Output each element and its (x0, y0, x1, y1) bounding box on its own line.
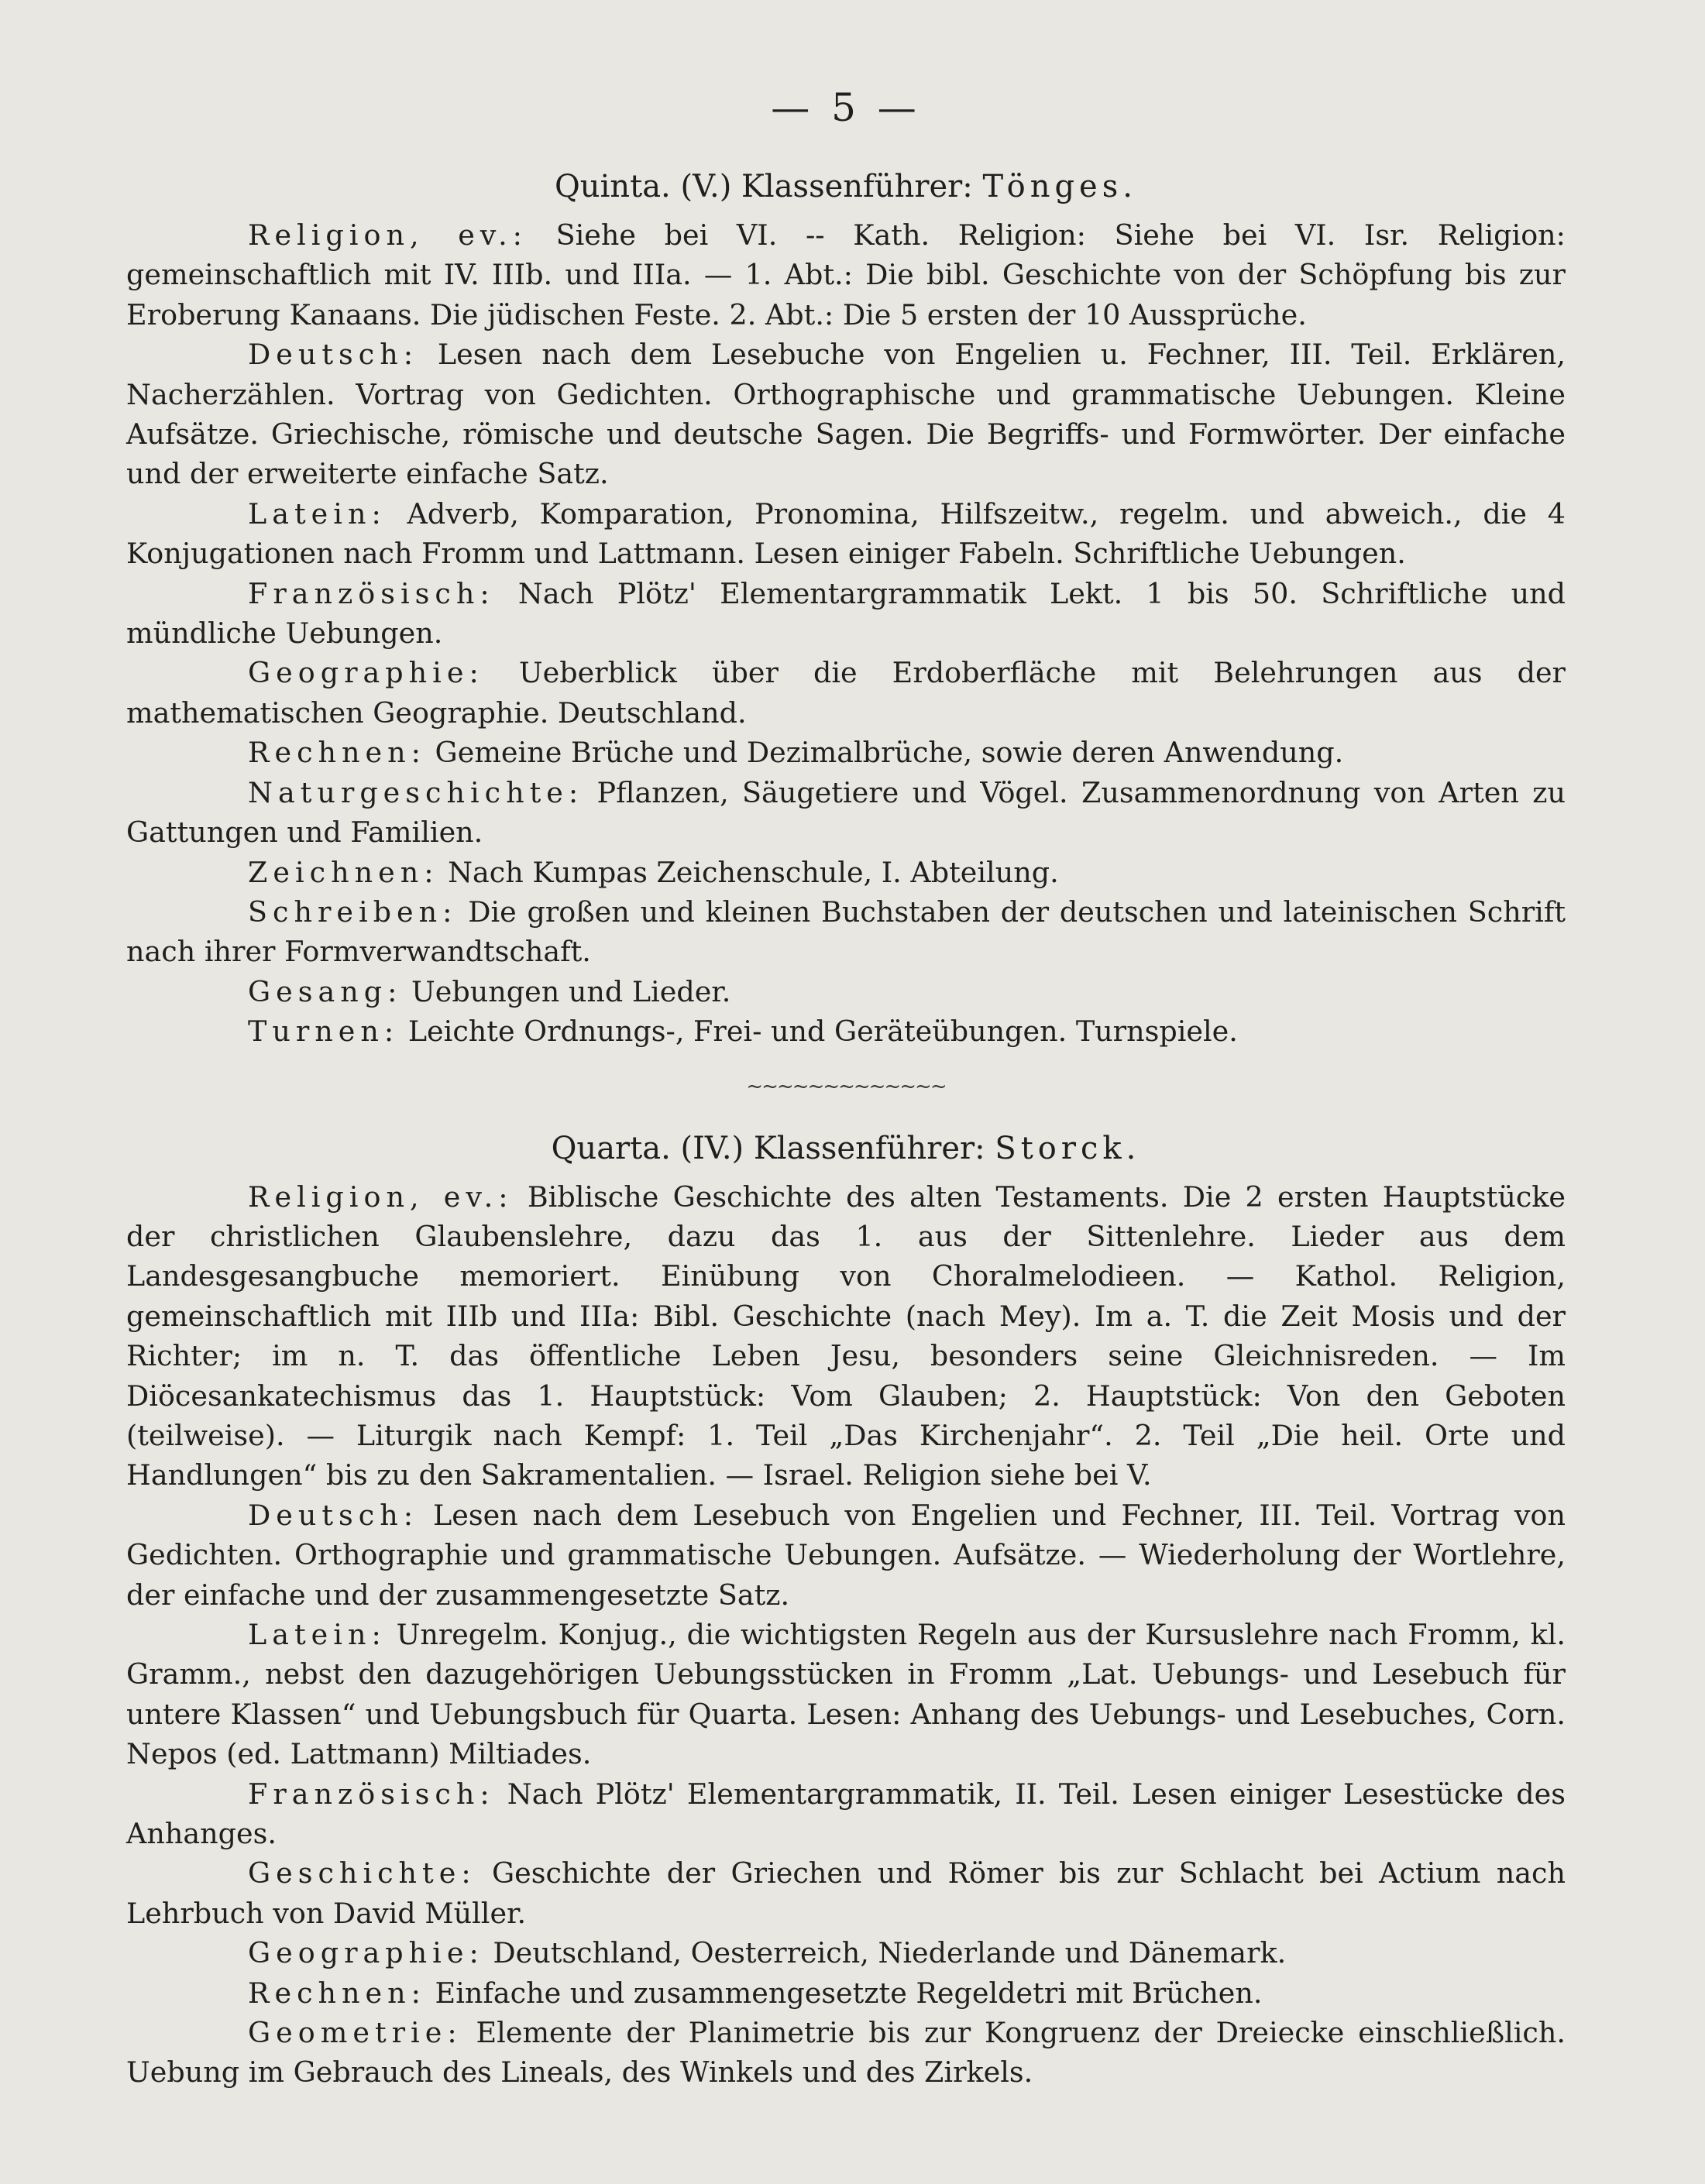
quarta-latein-paragraph (126, 1615, 1566, 1774)
section-title-text: Quarta. (IV.) Klassenführer: (551, 1130, 985, 1166)
section-quarta (126, 1131, 1566, 2093)
subject-content: Biblische Geschichte des alten Testaments. Die 2 ersten Hauptstücke der christlichen Glaubenslehre, dazu das 1. aus der Sittenlehre. Lieder aus dem Landesgesangbuche memoriert. Einübung von Choralmelodieen. — Kathol. Religion, gemeinschaftlich mit IIIb und IIIa: Bibl. Geschichte (nach Mey). Im a. T. die Zeit Mosis und der Richter; im n. T. das öffentliche Leben Jesu, besonders seine Gleichnisreden. — Im Diöcesankatechismus das 1. Hauptstück: Vom Glauben; 2. Hauptstück: Von den Geboten (teilweise). — Liturgik nach Kempf: 1. Teil „Das Kirchenjahr“. 2. Teil „Die heil. Orte und Handlungen“ bis zu den Sakramentalien. — Israel. Religion siehe bei V. (126, 1180, 1566, 1492)
quinta-naturgeschichte-paragraph (126, 773, 1566, 853)
subject-label: Gesang: (248, 974, 403, 1008)
subject-label: Geographie: (248, 1936, 484, 1970)
class-teacher-name: Tönges. (982, 169, 1137, 204)
subject-content: Uebungen und Lieder. (402, 974, 731, 1008)
quarta-rechnen-paragraph (126, 1973, 1566, 2013)
quinta-zeichnen-paragraph (126, 853, 1566, 892)
subject-content: Lesen nach dem Lesebuche von Engelien u. Fechner, III. Teil. Erklären, Nacherzählen. Vortrag von Gedichten. Orthographische und grammatische Uebungen. Kleine Aufsätze. Griechische, römische und deutsche Sagen. Die Begriffs- und Formwörter. Der einfache und der erweiterte einfache Satz. (126, 338, 1566, 491)
subject-content: Leichte Ordnungs-, Frei- und Geräteübungen. Turnspiele. (399, 1015, 1238, 1049)
subject-label: Rechnen: (248, 1976, 426, 2010)
subject-label: Französisch: (248, 576, 495, 610)
subject-label: Religion, ev.: (248, 218, 528, 252)
subject-label: Rechnen: (248, 736, 426, 770)
subject-label: Französisch: (248, 1777, 495, 1811)
subject-content: Die großen und kleinen Buchstaben der deutschen und lateinischen Schrift nach ihrer Formverwandtschaft. (126, 895, 1566, 969)
section-title-quarta (126, 1131, 1566, 1166)
quarta-religion-paragraph (126, 1177, 1566, 1495)
subject-content: Ueberblick über die Erdoberfläche mit Belehrungen aus der mathematischen Geographie. Deutschland. (126, 656, 1566, 730)
subject-content: Pflanzen, Säugetiere und Vögel. Zusammenordnung von Arten zu Gattungen und Familien. (126, 775, 1566, 850)
quinta-geographie-paragraph (126, 653, 1566, 733)
section-separator: ~~~~~~~~~~~~~ (746, 1074, 946, 1098)
quarta-geschichte-paragraph (126, 1853, 1566, 1933)
subject-content: Nach Plötz' Elementargrammatik, II. Teil. Lesen einiger Lesestücke des Anhanges. (126, 1777, 1566, 1851)
subject-content: Lesen nach dem Lesebuch von Engelien und Fechner, III. Teil. Vortrag von Gedichten. Orthographie und grammatische Uebungen. Aufsätze. — Wiederholung der Wortlehre, der einfache und der zusammengesetzte Satz. (126, 1498, 1566, 1612)
quarta-franzoesisch-paragraph (126, 1774, 1566, 1854)
quinta-schreiben-paragraph (126, 892, 1566, 972)
subject-content: Einfache und zusammengesetzte Regeldetri mit Brüchen. (425, 1976, 1263, 2010)
subject-label: Naturgeschichte: (248, 775, 584, 809)
quinta-turnen-paragraph (126, 1011, 1566, 1051)
quinta-rechnen-paragraph (126, 733, 1566, 772)
subject-content: Nach Kumpas Zeichenschule, I. Abteilung. (438, 855, 1059, 889)
subject-label: Geschichte: (248, 1856, 476, 1890)
subject-label: Geographie: (248, 656, 484, 690)
subject-content: Geschichte der Griechen und Römer bis zur Schlacht bei Actium nach Lehrbuch von David Müller. (126, 1856, 1566, 1930)
subject-label: Latein: (248, 1618, 387, 1651)
section-title-text: Quinta. (V.) Klassenführer: (555, 169, 973, 204)
subject-label: Zeichnen: (248, 855, 439, 889)
subject-content: Siehe bei VI. -- Kath. Religion: Siehe bei VI. Isr. Religion: gemeinschaftlich mit IV. IIIb. und IIIa. — 1. Abt.: Die bibl. Geschichte von der Schöpfung bis zur Eroberung Kanaans. Die jüdischen Feste. 2. Abt.: Die 5 ersten der 10 Aussprüche. (126, 218, 1566, 331)
subject-label: Latein: (248, 496, 387, 531)
quinta-religion-paragraph (126, 215, 1566, 335)
quarta-deutsch-paragraph (126, 1495, 1566, 1615)
quinta-deutsch-paragraph (126, 335, 1566, 494)
subject-label: Religion, ev.: (248, 1180, 514, 1214)
page-number: — 5 — (771, 85, 921, 130)
subject-content: Nach Plötz' Elementargrammatik Lekt. 1 bis 50. Schriftliche und mündliche Uebungen. (126, 576, 1566, 651)
quarta-geographie-paragraph (126, 1933, 1566, 1973)
subject-label: Deutsch: (248, 1498, 419, 1532)
quinta-gesang-paragraph (126, 972, 1566, 1011)
subject-content: Gemeine Brüche und Dezimalbrüche, sowie deren Anwendung. (425, 736, 1344, 770)
subject-label: Deutsch: (248, 338, 419, 372)
quarta-geometrie-paragraph (126, 2013, 1566, 2093)
subject-content: Adverb, Komparation, Pronomina, Hilfszeitw., regelm. und abweich., die 4 Konjugationen nach Fromm und Lattmann. Lesen einiger Fabeln. Schriftliche Uebungen. (126, 496, 1566, 571)
section-quinta (126, 169, 1566, 1052)
subject-label: Turnen: (248, 1015, 400, 1049)
quinta-latein-paragraph (126, 494, 1566, 574)
quinta-franzoesisch-paragraph (126, 574, 1566, 654)
subject-label: Geometrie: (248, 2016, 462, 2050)
subject-content: Deutschland, Oesterreich, Niederlande und Dänemark. (483, 1936, 1287, 1970)
section-title-quinta (126, 169, 1566, 204)
subject-content: Unregelm. Konjug., die wichtigsten Regeln aus der Kursuslehre nach Fromm, kl. Gramm., nebst den dazugehörigen Uebungsstücken in Fromm „Lat. Uebungs- und Lesebuch für untere Klassen“ und Uebungsbuch für Quarta. Lesen: Anhang des Uebungs- und Lesebuches, Corn. Nepos (ed. Lattmann) Miltiades. (126, 1618, 1566, 1771)
subject-label: Schreiben: (248, 895, 458, 929)
class-teacher-name: Storck. (995, 1130, 1141, 1166)
subject-content: Elemente der Planimetrie bis zur Kongruenz der Dreiecke einschließlich. Uebung im Gebrauch des Lineals, des Winkels und des Zirkels. (126, 2016, 1566, 2090)
